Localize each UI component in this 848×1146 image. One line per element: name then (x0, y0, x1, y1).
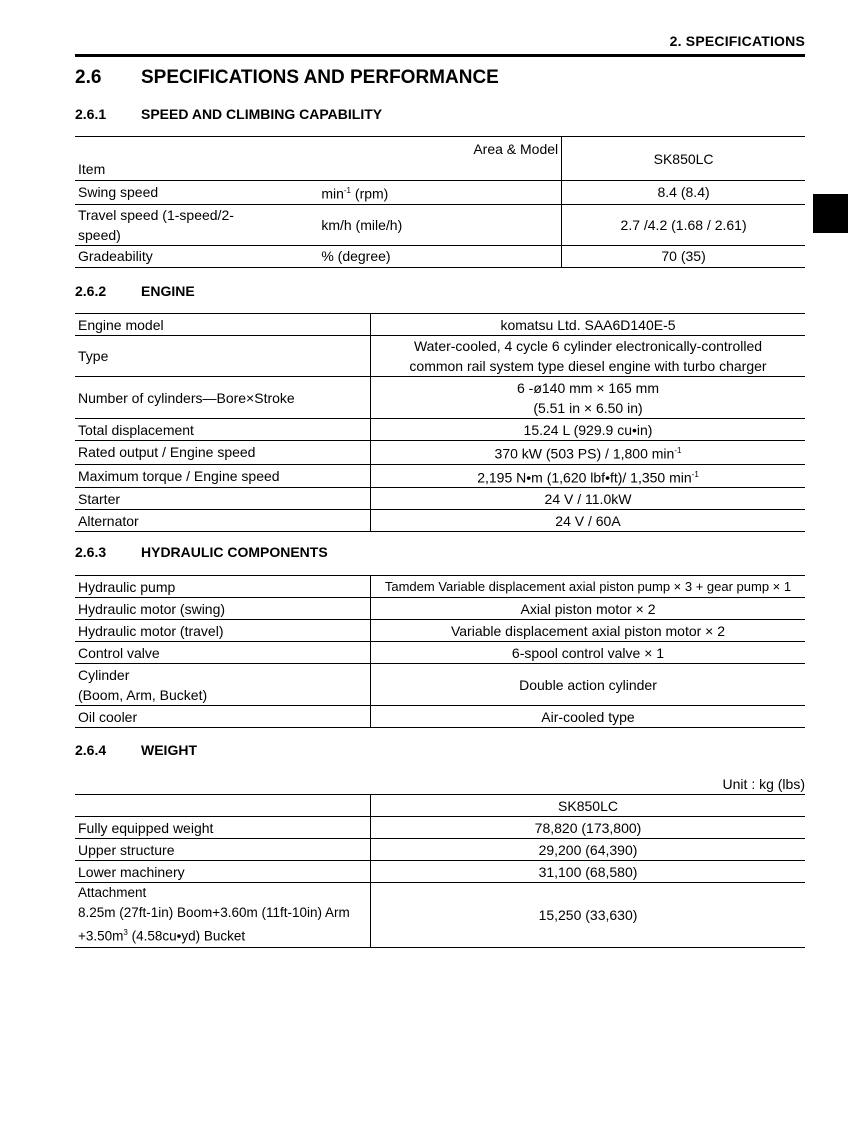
subsection-number: 2.6.4 (75, 742, 107, 758)
row-item: Number of cylinders—Bore×Stroke (75, 377, 371, 419)
model-header: SK850LC (371, 795, 806, 817)
area-model-cell (75, 137, 562, 181)
subsection-title: WEIGHT (141, 742, 197, 758)
row-item: Travel speed (1-speed/2- speed) (75, 204, 318, 245)
engine-table (75, 313, 805, 532)
row-value: Double action cylinder (371, 664, 806, 706)
speed-table (75, 136, 805, 268)
table-header-row (75, 795, 805, 817)
item-label: Item (78, 161, 106, 177)
row-value: 31,100 (68,580) (371, 861, 806, 883)
table-row (75, 598, 805, 620)
row-item: Swing speed (75, 181, 318, 205)
unit-label: Unit : kg (lbs) (722, 776, 805, 792)
row-value: 6-spool control valve × 1 (371, 642, 806, 664)
table-row (75, 620, 805, 642)
row-item: Hydraulic motor (swing) (75, 598, 371, 620)
row-value: 15,250 (33,630) (371, 883, 806, 948)
row-value: 29,200 (64,390) (371, 839, 806, 861)
table-row (75, 510, 805, 532)
row-value: 8.4 (8.4) (562, 181, 805, 205)
row-item: Total displacement (75, 419, 371, 441)
chapter-tab-marker (813, 194, 848, 233)
subsection-heading-weight (75, 742, 197, 758)
row-value: komatsu Ltd. SAA6D140E-5 (371, 314, 806, 336)
subsection-number: 2.6.3 (75, 544, 107, 560)
header-rule (75, 54, 805, 57)
section-heading (75, 67, 499, 89)
table-row (75, 419, 805, 441)
row-item: Hydraulic motor (travel) (75, 620, 371, 642)
row-item: Control valve (75, 642, 371, 664)
row-item: Oil cooler (75, 706, 371, 728)
subsection-title: ENGINE (141, 283, 195, 299)
row-unit: km/h (mile/h) (318, 204, 561, 245)
running-header: 2. SPECIFICATIONS (669, 33, 805, 49)
table-row (75, 664, 805, 706)
section-title: SPECIFICATIONS AND PERFORMANCE (141, 67, 499, 88)
subsection-number: 2.6.1 (75, 106, 107, 122)
table-row (75, 245, 805, 267)
table-row (75, 377, 805, 419)
row-value: Tamdem Variable displacement axial piston pump × 3 + gear pump × 1 (371, 576, 806, 598)
table-row (75, 706, 805, 728)
table-row (75, 839, 805, 861)
row-unit: $\min^{-1} (rpm)$ (318, 181, 561, 205)
table-row (75, 817, 805, 839)
row-item: Hydraulic pump (75, 576, 371, 598)
table-row (75, 336, 805, 377)
row-item: Lower machinery (75, 861, 371, 883)
table-row (75, 488, 805, 510)
row-value: 24 V / 60A (371, 510, 806, 532)
row-item: Attachment 8.25m (27ft-1in) Boom+3.60m (11ft-10in) Arm $+3.50m^3$ (4.58cu•yd) Bucket (75, 883, 371, 948)
row-item: Cylinder (Boom, Arm, Bucket) (75, 664, 371, 706)
table-row (75, 464, 805, 488)
row-value: 70 (35) (562, 245, 805, 267)
hydraulic-table (75, 575, 805, 728)
row-item: Alternator (75, 510, 371, 532)
row-value: Water-cooled, 4 cycle 6 cylinder electronically-controlled common rail system type diesel engine with turbo charger (371, 336, 806, 377)
model-header: SK850LC (562, 137, 805, 181)
table-row (75, 642, 805, 664)
subsection-number: 2.6.2 (75, 283, 107, 299)
row-item: Fully equipped weight (75, 817, 371, 839)
table-row (75, 883, 805, 948)
row-item: Starter (75, 488, 371, 510)
table-row (75, 314, 805, 336)
subsection-heading-engine (75, 283, 195, 299)
row-item: Gradeability (75, 245, 318, 267)
row-value: 78,820 (173,800) (371, 817, 806, 839)
table-row (75, 204, 805, 245)
subsection-heading-hydraulic (75, 544, 328, 560)
subsection-title: SPEED AND CLIMBING CAPABILITY (141, 106, 383, 122)
area-model-label: Area & Model (473, 141, 559, 157)
row-item: Engine model (75, 314, 371, 336)
subsection-heading-speed (75, 106, 382, 122)
row-value: 370 kW (503 PS) / 1,800 $\min^{-1}$ (371, 441, 806, 465)
table-row (75, 441, 805, 465)
row-value: 15.24 L (929.9 cu•in) (371, 419, 806, 441)
row-value: 2.7 /4.2 (1.68 / 2.61) (562, 204, 805, 245)
row-unit: % (degree) (318, 245, 561, 267)
subsection-title: HYDRAULIC COMPONENTS (141, 544, 328, 560)
row-value: Axial piston motor × 2 (371, 598, 806, 620)
table-row (75, 861, 805, 883)
row-value: 6 -ø140 mm × 165 mm (5.51 in × 6.50 in) (371, 377, 806, 419)
weight-table (75, 794, 805, 948)
row-value: 2,195 N•m (1,620 lbf•ft)/ 1,350 $\min^{-1}$ (371, 464, 806, 488)
row-value: Air-cooled type (371, 706, 806, 728)
row-value: 24 V / 11.0kW (371, 488, 806, 510)
row-value: Variable displacement axial piston motor × 2 (371, 620, 806, 642)
row-item: Type (75, 336, 371, 377)
table-row (75, 181, 805, 205)
row-item: Maximum torque / Engine speed (75, 464, 371, 488)
table-header-row (75, 137, 805, 181)
section-number: 2.6 (75, 67, 102, 88)
row-item: Upper structure (75, 839, 371, 861)
blank-header-cell (75, 795, 371, 817)
row-item: Rated output / Engine speed (75, 441, 371, 465)
table-row (75, 576, 805, 598)
